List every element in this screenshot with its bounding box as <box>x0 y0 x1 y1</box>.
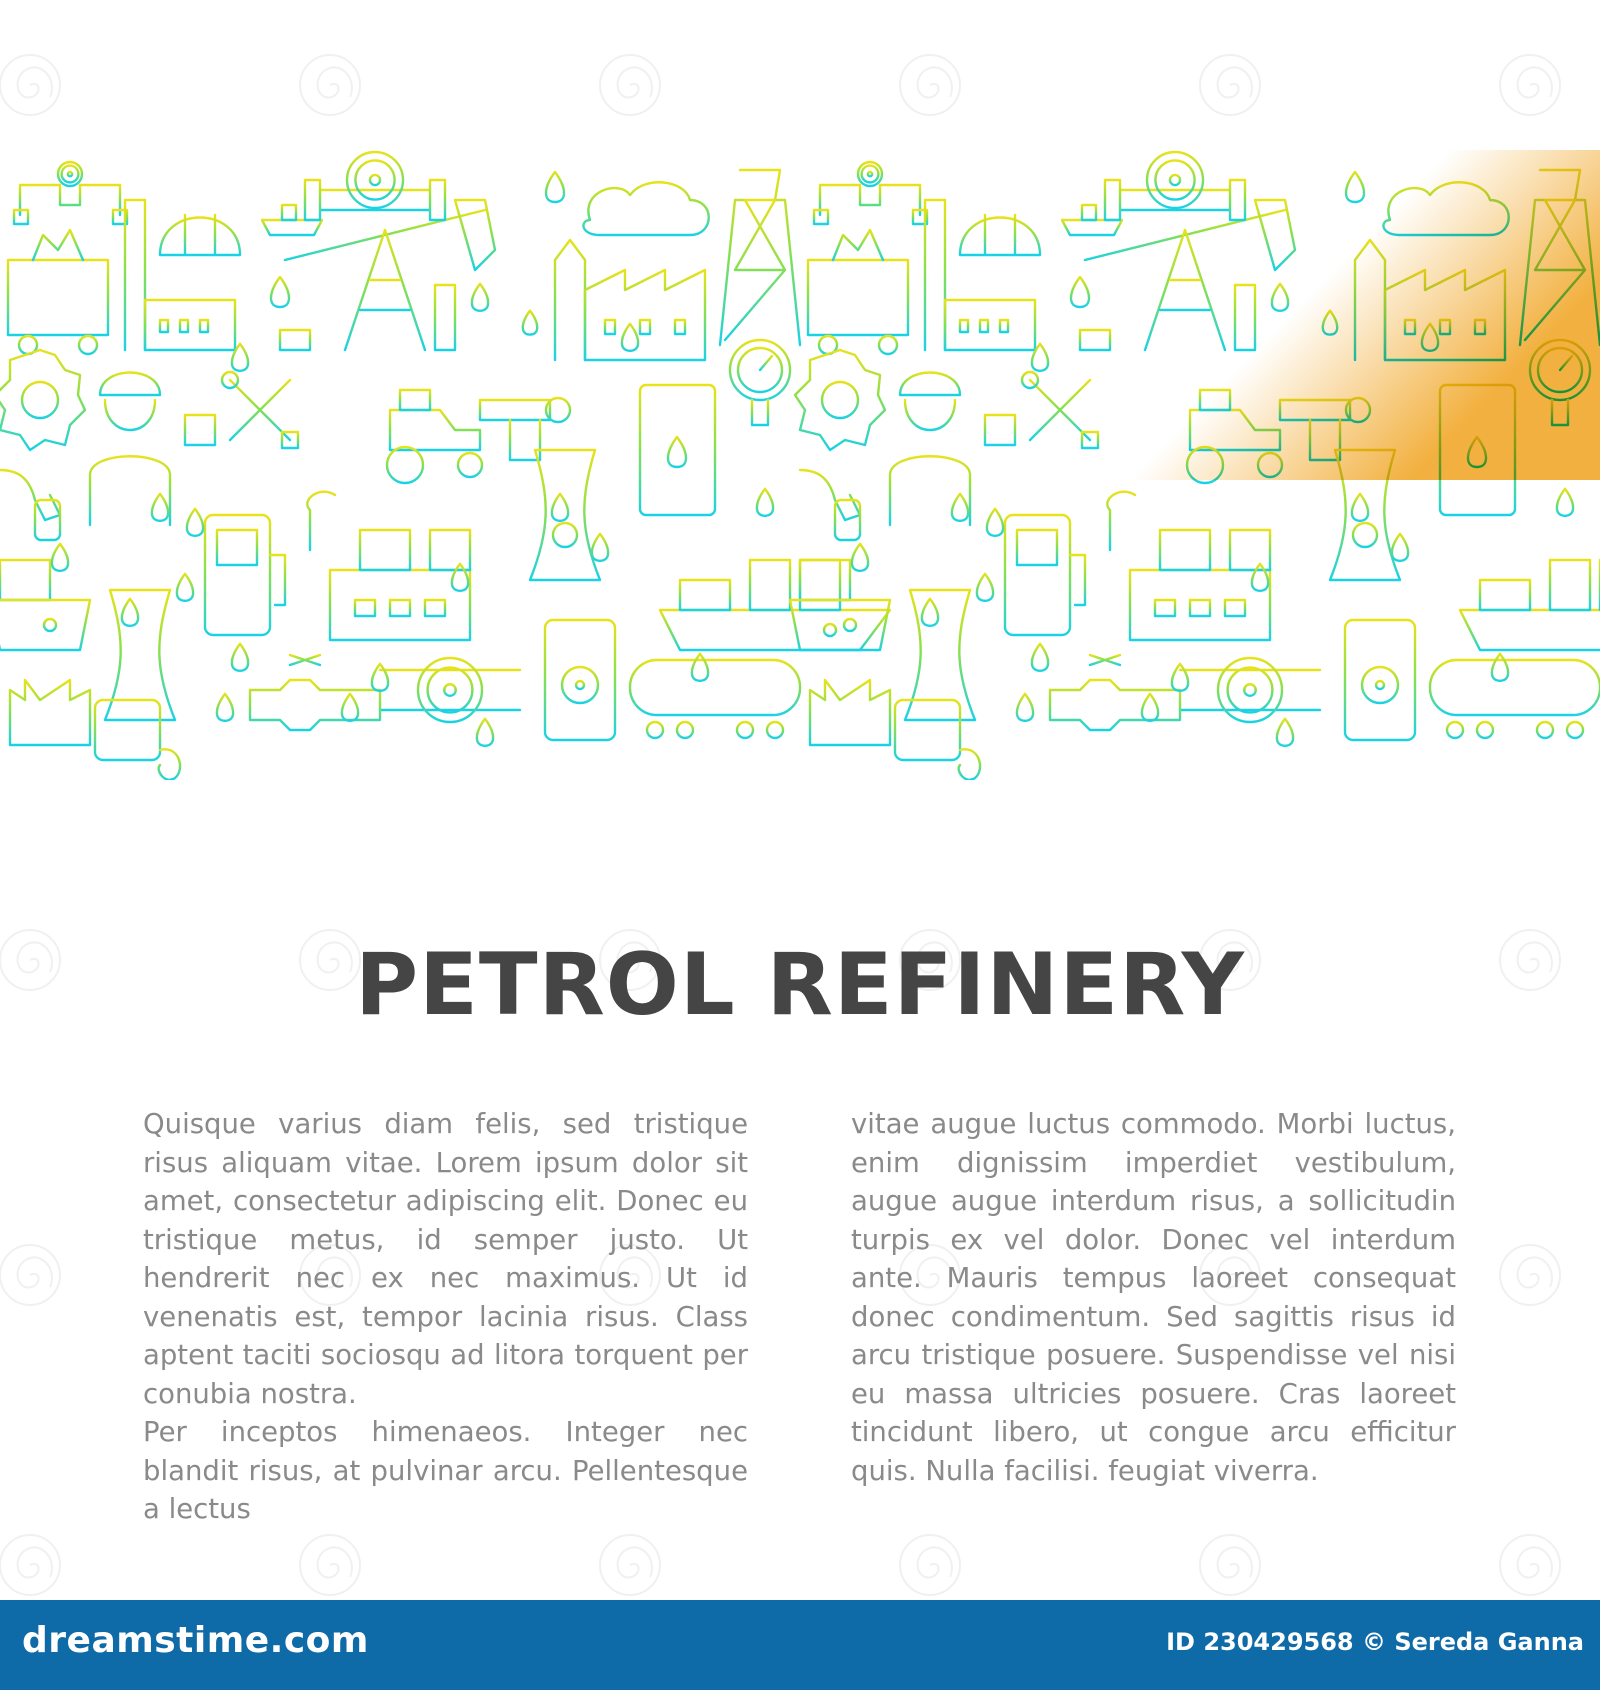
valve-pipe-icon <box>1050 655 1180 730</box>
power-tower-icon <box>705 170 815 345</box>
hard-hat-icon <box>152 215 248 255</box>
oil-drop-icon <box>852 544 868 571</box>
oil-drop-icon <box>1142 694 1158 721</box>
tanker-ship-icon <box>660 560 890 650</box>
oil-drop-icon <box>546 172 564 202</box>
industrial-plant-icon <box>10 680 90 745</box>
brand-name: dreamstime.com <box>22 1620 369 1661</box>
refinery-icon-pattern <box>0 150 1600 780</box>
industrial-plant-icon <box>545 240 715 365</box>
text-column-right <box>851 1105 1456 1490</box>
oil-drop-icon <box>152 494 168 521</box>
steering-valve-icon <box>305 152 445 220</box>
oil-drop-icon <box>1017 694 1033 721</box>
industrial-plant-icon <box>307 492 470 640</box>
watermark-swirl-icon <box>895 1530 965 1600</box>
oil-drop-icon <box>1032 644 1048 671</box>
oil-drop-icon <box>1392 534 1408 561</box>
oil-drop-icon <box>472 284 488 311</box>
oil-drop-icon <box>692 654 708 681</box>
fuel-pump-icon <box>995 515 1085 635</box>
oil-drop-icon <box>523 311 537 335</box>
oil-drop-icon <box>757 489 773 516</box>
valve-pipe-icon <box>14 162 127 224</box>
oil-drop-icon <box>977 574 993 601</box>
steering-valve-icon <box>1180 658 1320 722</box>
oil-drop-icon <box>1172 664 1188 691</box>
paragraph: vitae augue luctus commodo. Morbi luctus, enim dignissim imperdiet vestibulum, augue augue interdum risus, a sollicitudin turpis ex vel dolor. Donec vel interdum ante. Mauris tempus laoreet consequat donec condimentum. Sed sagittis risus id arcu tristique posuere. Suspendisse vel nisi eu massa ultricies posuere. Cras laoreet tincidunt libero, ut congue arcu efficitur quis. Nulla facilisi. feugiat viverra. <box>851 1108 1456 1487</box>
oil-worker-icon <box>90 373 170 526</box>
fuel-nozzle-icon <box>800 470 860 540</box>
page-title: PETROL REFINERY <box>355 935 1245 1035</box>
crane-hook-icon <box>185 390 215 445</box>
tank-wagon-icon <box>1420 660 1600 738</box>
oil-pump-jack-icon <box>265 200 515 355</box>
industrial-plant-icon <box>1107 492 1270 640</box>
oil-drop-icon <box>1492 654 1508 681</box>
oil-drop-icon <box>552 494 568 521</box>
tanker-ship-icon <box>0 560 90 650</box>
cloud-icon <box>583 182 708 235</box>
oil-drop-icon <box>372 664 388 691</box>
oil-drop-icon <box>52 544 68 571</box>
tanker-ship-icon <box>262 195 322 235</box>
oil-drop-icon <box>452 564 468 591</box>
industrial-plant-icon <box>810 680 890 745</box>
paragraph: Quisque varius diam felis, sed tristique risus aliquam vitae. Lorem ipsum dolor sit amet, consectetur adipiscing elit. Donec eu tristique metus, id semper justo. Ut hendrerit nec ex nec maximus. Ut id venenatis est, tempor lacinia risus. Class aptent taciti sociosqu ad litora torquent per conubia nostra. <box>143 1108 748 1410</box>
oil-drop-icon <box>1252 564 1268 591</box>
fuel-pump-icon <box>195 515 285 635</box>
watermark-swirl-icon <box>1195 1530 1265 1600</box>
oil-drop-icon <box>122 599 138 626</box>
text-column-left <box>143 1105 748 1529</box>
fuel-nozzle-icon <box>0 470 60 540</box>
watermark-swirl-icon <box>0 1240 65 1310</box>
icon-pattern-svg <box>0 150 1600 780</box>
oil-drop-icon <box>271 277 289 307</box>
tanker-ship-icon <box>1460 560 1600 650</box>
oil-drop-icon <box>922 599 938 626</box>
valve-pipe-icon <box>250 655 380 730</box>
tank-wagon-icon <box>620 660 810 738</box>
brand-logo <box>14 1620 369 1661</box>
tractor-icon <box>387 390 482 483</box>
watermark-swirl-icon <box>1495 1240 1565 1310</box>
cooling-tower-icon <box>530 450 600 580</box>
oil-barrel-icon <box>640 385 715 515</box>
steering-valve-icon <box>380 658 520 722</box>
pressure-gauge-icon <box>730 340 790 425</box>
oil-drop-icon <box>592 534 608 561</box>
image-credit: ID 230429568 © Sereda Ganna <box>1166 1628 1584 1656</box>
oil-drop-icon <box>987 509 1003 536</box>
paragraph: Per inceptos himenaeos. Integer nec blandit risus, at pulvinar arcu. Pellentesque a lectus <box>143 1416 748 1525</box>
gear-head-icon <box>0 350 85 450</box>
radioactive-barrel-icon <box>1345 620 1415 740</box>
watermark-swirl-icon <box>295 1530 365 1600</box>
oil-drop-icon <box>232 644 248 671</box>
oil-drop-icon <box>217 694 233 721</box>
oil-drop-icon <box>187 509 203 536</box>
oil-drop-icon <box>342 694 358 721</box>
oil-drop-icon <box>1277 719 1293 746</box>
oil-drop-icon <box>1557 489 1573 516</box>
watermark-swirl-icon <box>1495 1530 1565 1600</box>
oil-drop-icon <box>622 324 638 351</box>
oil-drop-icon <box>952 494 968 521</box>
oil-drop-icon <box>177 574 193 601</box>
wrench-screwdriver-icon <box>222 372 298 448</box>
watermark-swirl-icon <box>0 1530 65 1600</box>
footer-bar <box>0 1600 1600 1690</box>
watermark-row <box>0 20 1600 170</box>
gradient-tint <box>800 150 1600 480</box>
oil-drop-icon <box>1352 494 1368 521</box>
mine-cart-icon <box>8 230 108 354</box>
oil-drop-icon <box>477 719 493 746</box>
radioactive-barrel-icon <box>545 620 615 740</box>
watermark-swirl-icon <box>595 1530 665 1600</box>
